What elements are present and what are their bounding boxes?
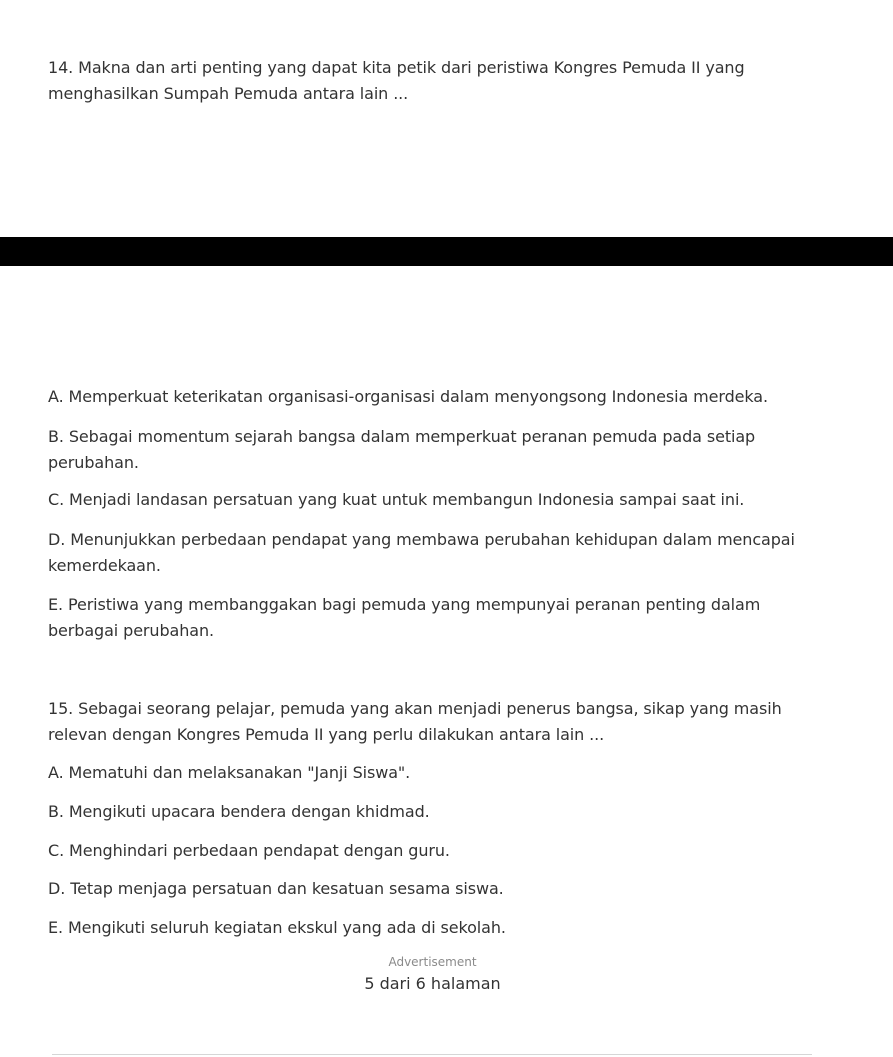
question-14-option-c: C. Menjadi landasan persatuan yang kuat untuk membangun Indonesia sampai saat ini. (48, 490, 745, 509)
question-14-text: 14. Makna dan arti penting yang dapat kita petik dari peristiwa Kongres Pemuda II yang menghasilkan Sumpah Pemuda antara lain ... (48, 58, 745, 103)
question-15-option-a: A. Mematuhi dan melaksanakan "Janji Siswa". (48, 763, 411, 782)
divider (52, 1054, 812, 1055)
question-14-option-a: A. Memperkuat keterikatan organisasi-organisasi dalam menyongsong Indonesia merdeka. (48, 387, 768, 406)
question-14-option-b: B. Sebagai momentum sejarah bangsa dalam memperkuat peranan pemuda pada setiap perubahan. (48, 427, 756, 472)
advertisement-label: Advertisement (388, 955, 477, 969)
question-14-option-d: D. Menunjukkan perbedaan pendapat yang membawa perubahan kehidupan dalam mencapai kemerdekaan. (48, 530, 795, 575)
question-14-option-e: E. Peristiwa yang membanggakan bagi pemuda yang mempunyai peranan penting dalam berbagai perubahan. (48, 595, 761, 640)
question-15-option-c: C. Menghindari perbedaan pendapat dengan guru. (48, 841, 450, 860)
question-15-option-e: E. Mengikuti seluruh kegiatan ekskul yang ada di sekolah. (48, 918, 506, 937)
question-15-option-d: D. Tetap menjaga persatuan dan kesatuan sesama siswa. (48, 879, 504, 898)
advertisement-banner[interactable] (0, 237, 893, 266)
question-15-text: 15. Sebagai seorang pelajar, pemuda yang akan menjadi penerus bangsa, sikap yang masih relevan dengan Kongres Pemuda II yang perlu dilakukan antara lain ... (48, 699, 782, 744)
question-15-option-b: B. Mengikuti upacara bendera dengan khidmad. (48, 802, 430, 821)
page-indicator: 5 dari 6 halaman (364, 974, 501, 993)
